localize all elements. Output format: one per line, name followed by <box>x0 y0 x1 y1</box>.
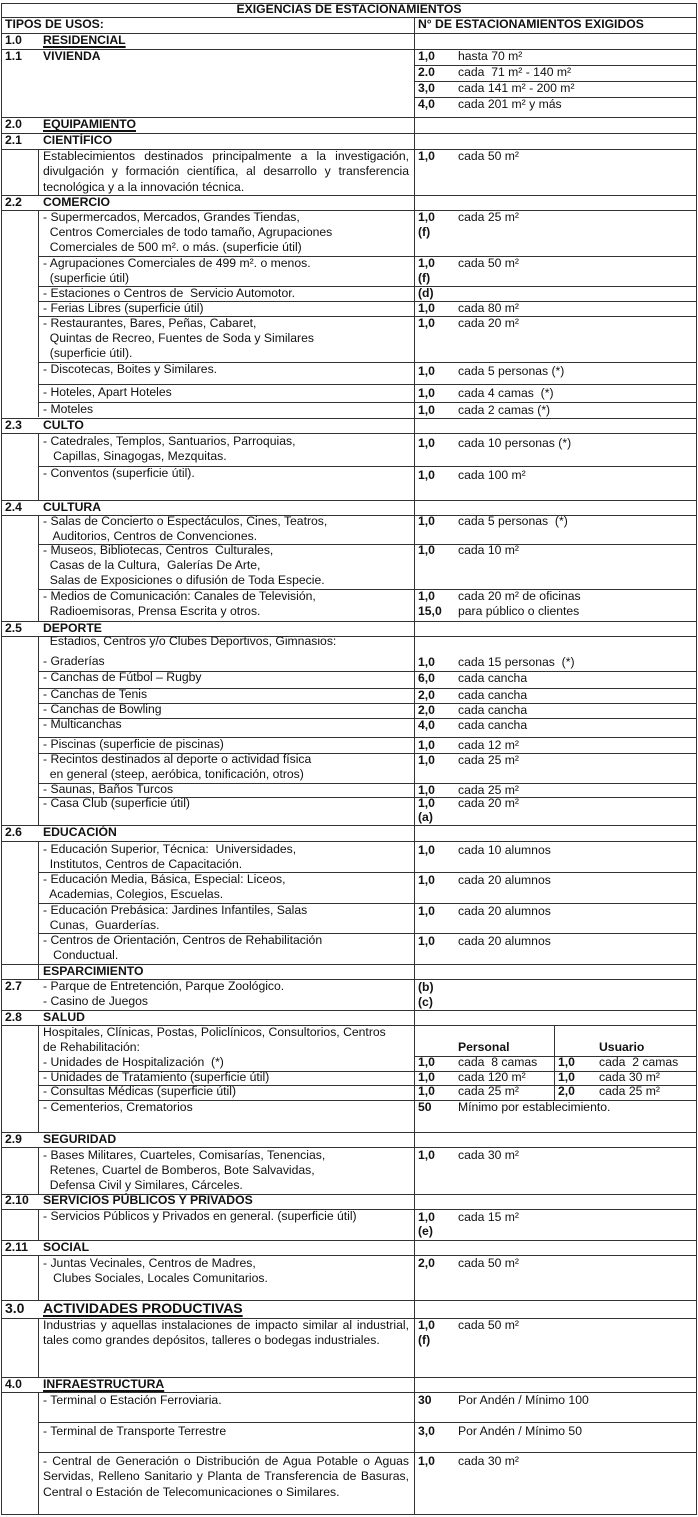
row-divider <box>2 49 697 50</box>
qty: 1,0 <box>418 514 435 528</box>
qty-desc: cada 4 camas (*) <box>458 386 554 400</box>
footnote-ref: (c) <box>418 995 433 1009</box>
use-line: - Terminal de Transporte Terrestre <box>43 1424 227 1438</box>
qty: 1,0 <box>418 843 435 857</box>
subsection-title-social: SOCIAL <box>43 1240 90 1254</box>
use-line: - Centros de Orientación, Centros de Rehabilitación <box>43 933 323 947</box>
qty-desc: Por Andén / Mínimo 50 <box>458 1424 582 1438</box>
col-header-personal: Personal <box>458 1040 510 1054</box>
number-col-divider <box>38 1392 39 1514</box>
use-line: - Cementerios, Crematorios <box>43 1100 193 1114</box>
qty: 1,0 <box>418 904 435 918</box>
qty: 1,0 <box>418 783 435 797</box>
use-line: (superficie útil). <box>43 346 133 360</box>
use-line: - Estaciones o Centros de Servicio Automotor. <box>43 286 295 300</box>
qty: 2,0 <box>418 703 435 717</box>
qty-desc: cada 25 m² <box>458 783 519 797</box>
qty-desc: cada 10 personas (*) <box>458 436 572 450</box>
qty-desc: cada 50 m² <box>458 149 519 163</box>
use-line: Centros Comerciales de todo tamaño, Agrupaciones <box>43 225 333 239</box>
use-line: - Parque de Entretención, Parque Zoológico. <box>43 979 285 993</box>
use-line: - Piscinas (superficie de piscinas) <box>43 737 224 751</box>
section-title-infraestructura: INFRAESTRUCTURA <box>43 1377 165 1391</box>
qty-desc: cada 30 m² <box>599 1070 660 1084</box>
subsection-title-comercio: COMERCIO <box>43 195 111 209</box>
qty-desc: cada 10 alumnos <box>458 843 551 857</box>
qty: 1,0 <box>418 210 435 224</box>
qty-desc: cada 50 m² <box>458 256 519 270</box>
qty: 1,0 <box>418 149 435 163</box>
row-divider <box>2 418 697 419</box>
salud-subcol-divider <box>554 1025 555 1100</box>
qty-desc: Mínimo por establecimiento. <box>458 1100 611 1114</box>
qty-desc: cada 5 personas (*) <box>458 364 565 378</box>
use-line: - Canchas de Tenis <box>43 687 148 701</box>
qty: 1,0 <box>418 1070 435 1084</box>
use-line: - Canchas de Bowling <box>43 702 162 716</box>
qty: 4,0 <box>418 97 435 111</box>
qty-desc: cada 50 m² <box>458 1318 519 1332</box>
use-line: Quintas de Recreo, Fuentes de Soda y Similares <box>43 331 314 345</box>
qty: 1,0 <box>418 1148 435 1162</box>
qty-desc: cada 10 m² <box>458 543 519 557</box>
deporte-intro: Estadios, Centros y/o Clubes Deportivos, Gimnasios: <box>43 634 337 648</box>
qty: 1,0 <box>558 1055 575 1069</box>
salud-intro-line: Hospitales, Clínicas, Postas, Policlínicos, Consultorios, Centros <box>43 1025 386 1039</box>
row-divider <box>38 1452 697 1453</box>
use-line: - Unidades de Hospitalización (*) <box>43 1055 224 1069</box>
subsection-number: 2.1 <box>5 133 22 147</box>
qty-desc: cada 25 m² <box>458 753 519 767</box>
qty: 2.0 <box>418 65 435 79</box>
subsection-title-seguridad: SEGURIDAD <box>43 1132 117 1146</box>
use-line: - Educación Prebásica: Jardines Infantiles, Salas <box>43 903 308 917</box>
use-line: Comerciales de 500 m². o más. (superficie útil) <box>43 240 302 254</box>
qty-desc: cada 8 camas <box>458 1055 538 1069</box>
use-line: Salas de Exposiciones o difusión de Toda Especie. <box>43 573 325 587</box>
use-line: - Canchas de Fútbol – Rugby <box>43 670 202 684</box>
qty-desc: hasta 70 m² <box>458 49 523 63</box>
qty: 1,0 <box>418 1318 435 1332</box>
use-line: en general (steep, aeróbica, tonificación, otros) <box>43 767 304 781</box>
qty: 1,0 <box>418 1084 435 1098</box>
qty: 3,0 <box>418 81 435 95</box>
use-line: - Discotecas, Boites y Similares. <box>43 362 218 376</box>
qty: 3,0 <box>418 1424 435 1438</box>
use-line: - Catedrales, Templos, Santuarios, Parroquias, <box>43 434 296 448</box>
use-line: - Ferias Libres (superficie útil) <box>43 301 204 315</box>
qty: 2,0 <box>558 1084 575 1098</box>
qty: 30 <box>418 1393 432 1407</box>
use-line: Cunas, Guarderías. <box>43 918 160 932</box>
qty-desc: cada 20 m² de oficinas <box>458 589 581 603</box>
qty: 1,0 <box>418 589 435 603</box>
qty-desc: cada cancha <box>458 671 528 685</box>
qty-desc: cada 2 camas (*) <box>458 403 551 417</box>
qty-desc: cada 30 m² <box>458 1454 519 1468</box>
qty: 15,0 <box>418 604 442 618</box>
qty: 4,0 <box>418 718 435 732</box>
qty-desc: cada 201 m² y más <box>458 97 562 111</box>
table-border-right <box>696 3 697 1515</box>
qty-desc: cada 12 m² <box>458 738 519 752</box>
subsection-title-salud: SALUD <box>43 1010 85 1024</box>
section-number: 4.0 <box>5 1377 22 1391</box>
row-divider <box>2 500 697 501</box>
qty-desc: cada 50 m² <box>458 1256 519 1270</box>
subsection-number: 2.5 <box>5 621 22 635</box>
subsection-title-servicios: SERVICIOS PÚBLICOS Y PRIVADOS <box>43 1193 253 1207</box>
use-line: - Terminal o Estación Ferroviaria. <box>43 1393 222 1407</box>
subsection-title-cientifico: CIENTÍFICO <box>43 133 113 147</box>
col-header-usuario: Usuario <box>599 1040 645 1054</box>
qty-desc: cada 20 m² <box>458 316 519 330</box>
use-line: Radioemisoras, Prensa Escrita y otros. <box>43 604 261 618</box>
subsection-number: 2.2 <box>5 195 22 209</box>
qty-desc: cada 20 alumnos <box>458 934 551 948</box>
use-line: Academias, Colegios, Escuelas. <box>43 887 224 901</box>
footnote-ref: (a) <box>418 810 433 824</box>
row-divider <box>2 1240 697 1241</box>
qty: 2,0 <box>418 1256 435 1270</box>
subsection-number: 2.10 <box>5 1193 29 1207</box>
subsection-number: 2.4 <box>5 500 22 514</box>
use-line: - Museos, Bibliotecas, Centros Culturales, <box>43 543 274 557</box>
column-divider <box>414 17 415 1515</box>
use-line: - Recintos destinados al deporte o actividad física <box>43 752 312 766</box>
qty-desc: cada cancha <box>458 718 528 732</box>
qty: 1,0 <box>418 386 435 400</box>
qty: 1,0 <box>418 49 435 63</box>
section-number: 3.0 <box>5 1300 25 1316</box>
use-description: - Central de Generación o Distribución de Agua Potable o Aguas Servidas, Relleno Sanitario y Planta de Transferencia de Basuras, Central o Estación de Telecomunicaciones o Similares. <box>43 1454 409 1499</box>
use-description: Industrias y aquellas instalaciones de impacto similar al industrial, tales como grandes depósitos, talleres o bodegas industriales. <box>43 1318 409 1348</box>
qty: 1,0 <box>418 1454 435 1468</box>
subsection-title-deporte: DEPORTE <box>43 621 102 635</box>
qty-desc: Por Andén / Mínimo 100 <box>458 1393 589 1407</box>
qty: 6,0 <box>418 671 435 685</box>
qty-desc: cada 25 m² <box>458 1084 519 1098</box>
use-line: - Supermercados, Mercados, Grandes Tiendas, <box>43 210 300 224</box>
use-line: - Saunas, Baños Turcos <box>43 782 174 796</box>
use-line: - Agrupaciones Comerciales de 499 m². o menos. <box>43 256 311 270</box>
qty: 1,0 <box>418 468 435 482</box>
qty-desc: cada 25 m² <box>599 1084 660 1098</box>
use-line: - Hoteles, Apart Hoteles <box>43 385 172 399</box>
number-col-divider <box>38 515 39 621</box>
section-title-residencial: RESIDENCIAL <box>43 33 126 47</box>
qty-desc: para público o clientes <box>458 604 580 618</box>
qty-desc: cada 20 m² <box>458 796 519 810</box>
row-divider <box>2 621 697 622</box>
number-col-divider <box>38 964 39 979</box>
use-line: - Medios de Comunicación: Canales de Televisión, <box>43 589 316 603</box>
number-col-divider <box>38 1025 39 1132</box>
subsection-number: 2.11 <box>5 1240 29 1254</box>
use-line: Auditorios, Centros de Convenciones. <box>43 529 258 543</box>
subsection-title-vivienda: VIVIENDA <box>43 49 101 63</box>
qty: 1,0 <box>418 934 435 948</box>
use-line: Defensa Civil y Similares, Cárceles. <box>43 1178 243 1192</box>
use-line: Conductual. <box>43 948 119 962</box>
qty: 1,0 <box>418 1055 435 1069</box>
use-line: - Casino de Juegos <box>43 994 149 1008</box>
qty: 1,0 <box>418 256 435 270</box>
subsection-title-culto: CULTO <box>43 418 84 432</box>
use-line: - Salas de Concierto o Espectáculos, Cines, Teatros, <box>43 514 328 528</box>
number-col-divider <box>38 1318 39 1377</box>
qty-desc: cada 2 camas <box>599 1055 679 1069</box>
number-col-divider <box>38 1255 39 1300</box>
qty-desc: cada 5 personas (*) <box>458 514 568 528</box>
qty: 1,0 <box>418 1210 435 1224</box>
subsection-title-educacion: EDUCACIÓN <box>43 825 117 839</box>
number-col-divider <box>38 1209 39 1240</box>
qty: 1,0 <box>418 738 435 752</box>
qty-desc: cada 71 m² - 140 m² <box>458 65 572 79</box>
col-header-parking: N° DE ESTACIONAMIENTOS EXIGIDOS <box>418 17 644 31</box>
qty: 1,0 <box>418 655 435 669</box>
use-line: - Restaurantes, Bares, Peñas, Cabaret, <box>43 316 257 330</box>
use-description: Establecimientos destinados principalmente a la investigación, divulgación y formación científica, al desarrollo y transferencia tecnológica y a la innovación técnica. <box>43 149 409 194</box>
section-title-productivas: ACTIVIDADES PRODUCTIVAS <box>43 1300 243 1316</box>
qty: 1,0 <box>418 364 435 378</box>
qty-desc: cada 20 alumnos <box>458 873 551 887</box>
footnote-ref: (b) <box>418 980 434 994</box>
row-divider <box>38 402 697 403</box>
use-line: Casas de la Cultura, Galerías De Arte, <box>43 558 261 572</box>
qty: 2,0 <box>418 688 435 702</box>
use-line: - Casa Club (superficie útil) <box>43 796 190 810</box>
row-divider <box>38 1422 697 1423</box>
qty: 1,0 <box>418 873 435 887</box>
qty-desc: cada 15 m² <box>458 1210 519 1224</box>
subsection-number: 2.7 <box>5 979 22 993</box>
qty: 1,0 <box>418 796 435 810</box>
qty: 1,0 <box>418 316 435 330</box>
footnote-ref: (f) <box>418 1333 431 1347</box>
qty: 50 <box>418 1100 432 1114</box>
qty-desc: cada 15 personas (*) <box>458 655 575 669</box>
qty: 1,0 <box>418 301 435 315</box>
use-line: - Multicanchas <box>43 717 122 731</box>
use-line: - Unidades de Tratamiento (superficie útil) <box>43 1070 270 1084</box>
subsection-number: 2.8 <box>5 1010 22 1024</box>
use-line: Clubes Sociales, Locales Comunitarios. <box>43 1271 268 1285</box>
use-line: - Educación Superior, Técnica: Universidades, <box>43 842 297 856</box>
footnote-ref: (d) <box>418 286 434 300</box>
number-col-divider <box>38 149 39 195</box>
subsection-number: 1.1 <box>5 49 22 63</box>
use-line: - Graderías <box>43 654 105 668</box>
row-divider <box>38 718 697 719</box>
use-line: - Servicios Públicos y Privados en general. (superficie útil) <box>43 1209 357 1223</box>
subsection-number: 2.6 <box>5 825 22 839</box>
use-line: - Consultas Médicas (superficie útil) <box>43 1084 237 1098</box>
table-border-bottom <box>2 1514 697 1515</box>
qty: 1,0 <box>418 543 435 557</box>
col-header-uses: TIPOS DE USOS: <box>5 17 104 31</box>
qty-desc: cada cancha <box>458 688 528 702</box>
qty: 1,0 <box>418 753 435 767</box>
qty-desc: cada 120 m² <box>458 1070 526 1084</box>
qty-desc: cada 30 m² <box>458 1148 519 1162</box>
use-line: - Conventos (superficie útil). <box>43 466 195 480</box>
number-col-divider <box>38 210 39 417</box>
footnote-ref: (f) <box>418 225 431 239</box>
use-line: (superficie útil) <box>43 271 130 285</box>
qty: 1,0 <box>418 436 435 450</box>
qty: 1,0 <box>558 1070 575 1084</box>
qty-desc: cada 25 m² <box>458 210 519 224</box>
table-border-left <box>1 3 2 1515</box>
subsection-number: 2.3 <box>5 418 22 432</box>
use-line: - Moteles <box>43 402 94 416</box>
footnote-ref: (e) <box>418 1224 433 1238</box>
section-title-equipamiento: EQUIPAMIENTO <box>43 117 136 131</box>
qty-desc: cada 100 m² <box>458 468 526 482</box>
use-line: - Bases Militares, Cuarteles, Comisarías, Tenencias, <box>43 1148 326 1162</box>
subsection-title-cultura: CULTURA <box>43 500 101 514</box>
qty: 1,0 <box>418 403 435 417</box>
use-line: Institutos, Centros de Capacitación. <box>43 857 243 871</box>
qty-desc: cada cancha <box>458 703 528 717</box>
subsection-title-esparcimiento: ESPARCIMIENTO <box>43 964 144 978</box>
salud-intro-line: de Rehabilitación: <box>43 1040 140 1054</box>
footnote-ref: (f) <box>418 271 431 285</box>
qty-desc: cada 141 m² - 200 m² <box>458 81 575 95</box>
row-divider <box>2 1010 697 1011</box>
table-title: EXIGENCIAS DE ESTACIONAMIENTOS <box>236 2 462 16</box>
subsection-number: 2.9 <box>5 1132 22 1146</box>
use-line: - Educación Media, Básica, Especial: Liceos, <box>43 872 286 886</box>
number-col-divider <box>38 1147 39 1194</box>
use-line: Capillas, Sinagogas, Mezquitas. <box>43 449 227 463</box>
section-number: 1.0 <box>5 33 22 47</box>
qty-desc: cada 20 alumnos <box>458 904 551 918</box>
qty-desc: cada 80 m² <box>458 301 519 315</box>
use-line: Retenes, Cuartel de Bomberos, Bote Salvavidas, <box>43 1163 315 1177</box>
use-line: - Juntas Vecinales, Centros de Madres, <box>43 1256 256 1270</box>
section-number: 2.0 <box>5 117 22 131</box>
